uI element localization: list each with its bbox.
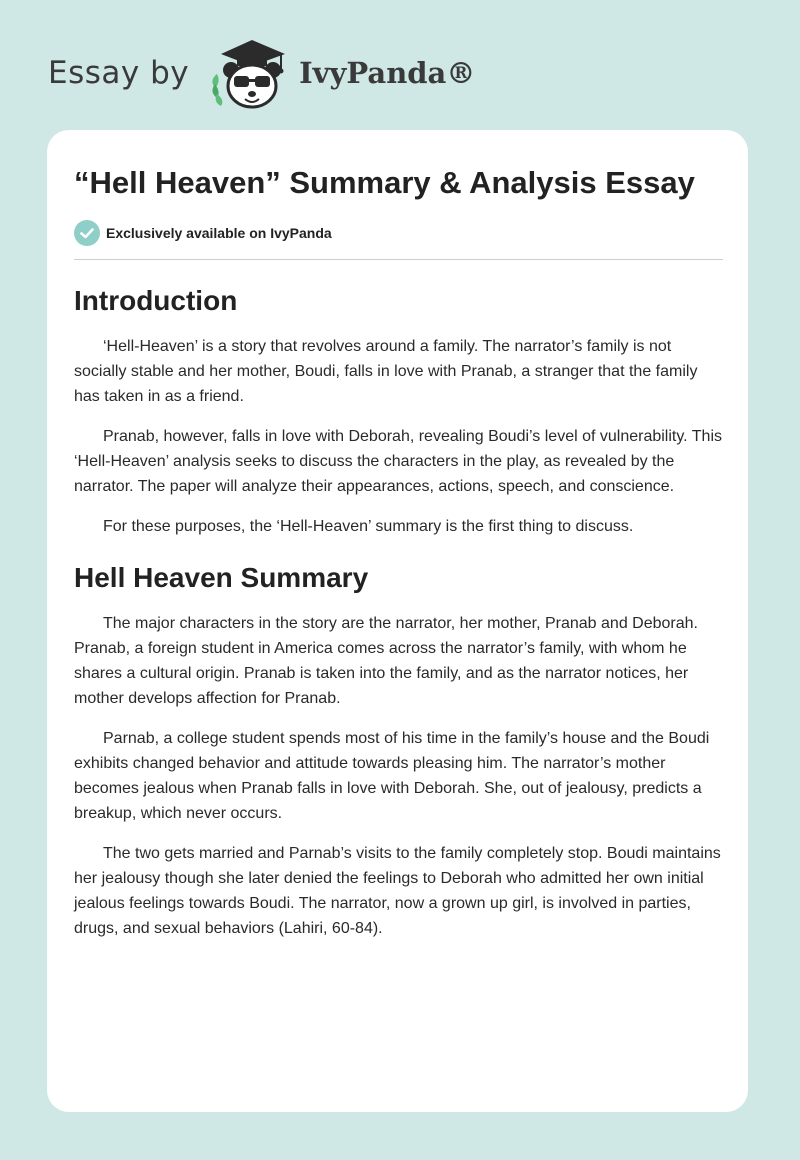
brand-name[interactable]: IvyPanda® [299, 56, 476, 90]
exclusive-badge [74, 219, 724, 247]
exclusive-badge-text: Exclusively available on IvyPanda [106, 225, 332, 241]
brand-prefix: Essay by [48, 55, 190, 91]
paragraph: The two gets married and Parnab’s visits to the family completely stop. Boudi maintains her jealousy though she later denied the feelings to Deborah who admitted her own initial jealous feelings towards Boudi. The narrator, now a grown up girl, is involved in parties, drugs, and sexual behaviors (Lahiri, 60-84). [74, 845, 721, 937]
title-divider [74, 259, 723, 260]
check-circle-icon [74, 220, 100, 246]
article-content [74, 162, 724, 956]
paragraph: Parnab, a college student spends most of his time in the family’s house and the Boudi exhibits changed behavior and attitude towards pleasing him. The narrator’s mother becomes jealous when Pranab falls in love with Deborah. She, out of jealousy, predicts a breakup, which never occurs. [74, 730, 710, 822]
section-heading-introduction: Introduction [74, 285, 238, 316]
article-card [47, 130, 748, 1112]
paragraph: For these purposes, the ‘Hell-Heaven’ summary is the first thing to discuss. [103, 518, 634, 535]
paragraph: ‘Hell-Heaven’ is a story that revolves around a family. The narrator’s family is not socially stable and her mother, Boudi, falls in love with Pranab, a stranger that the family has taken in as a friend. [74, 338, 698, 405]
site-header [48, 36, 475, 110]
article-title: “Hell Heaven” Summary & Analysis Essay [74, 165, 695, 200]
paragraph: The major characters in the story are the narrator, her mother, Pranab and Deborah. Pranab, a foreign student in America comes across the narrator’s family, with whom he shares a cultural origin. Pranab is taken into the family, and as the narrator notices, her mother develops affection for Pranab. [74, 615, 698, 707]
panda-graduation-cap-logo-icon[interactable] [207, 36, 297, 110]
paragraph: Pranab, however, falls in love with Deborah, revealing Boudi’s level of vulnerability. This ‘Hell-Heaven’ analysis seeks to discuss the characters in the play, as revealed by the narrator. The paper will analyze their appearances, actions, speech, and conscience. [74, 428, 722, 495]
section-heading-summary: Hell Heaven Summary [74, 562, 369, 593]
